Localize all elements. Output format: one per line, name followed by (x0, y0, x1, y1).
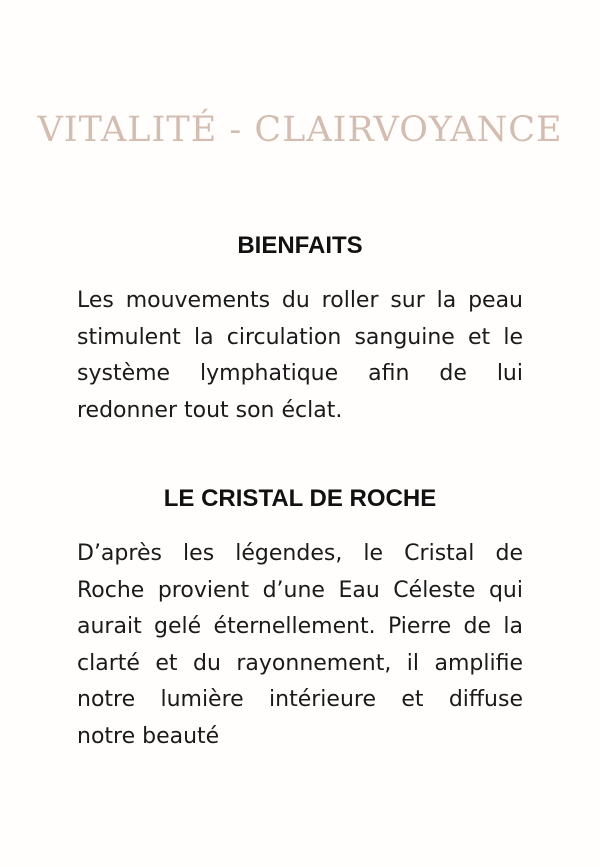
text-line: Les mouvements du roller sur la peau (77, 288, 523, 313)
section-body-cristal-de-roche (77, 536, 523, 755)
text-line: D’après les légendes, le Cristal de (77, 541, 523, 566)
text-line: stimulent la circulation sanguine et le (77, 324, 523, 350)
section-body-bienfaits (77, 283, 523, 429)
page-title: VITALITÉ - CLAIRVOYANCE (37, 110, 563, 150)
text-line: notre lumière intérieure et diffuse (77, 687, 523, 712)
section-heading-cristal-de-roche: LE CRISTAL DE ROCHE (163, 485, 437, 512)
text-line: clarté et du rayonnement, il amplifie (77, 650, 523, 676)
text-line: redonner tout son éclat. (77, 397, 343, 423)
text-line: notre beauté (77, 723, 220, 749)
text-line: Roche provient d’une Eau Céleste qui (77, 577, 523, 603)
text-line: aurait gelé éternellement. Pierre de la (77, 614, 523, 639)
text-line: système lymphatique afin de lui (77, 361, 523, 386)
section-heading-bienfaits: BIENFAITS (237, 232, 363, 259)
